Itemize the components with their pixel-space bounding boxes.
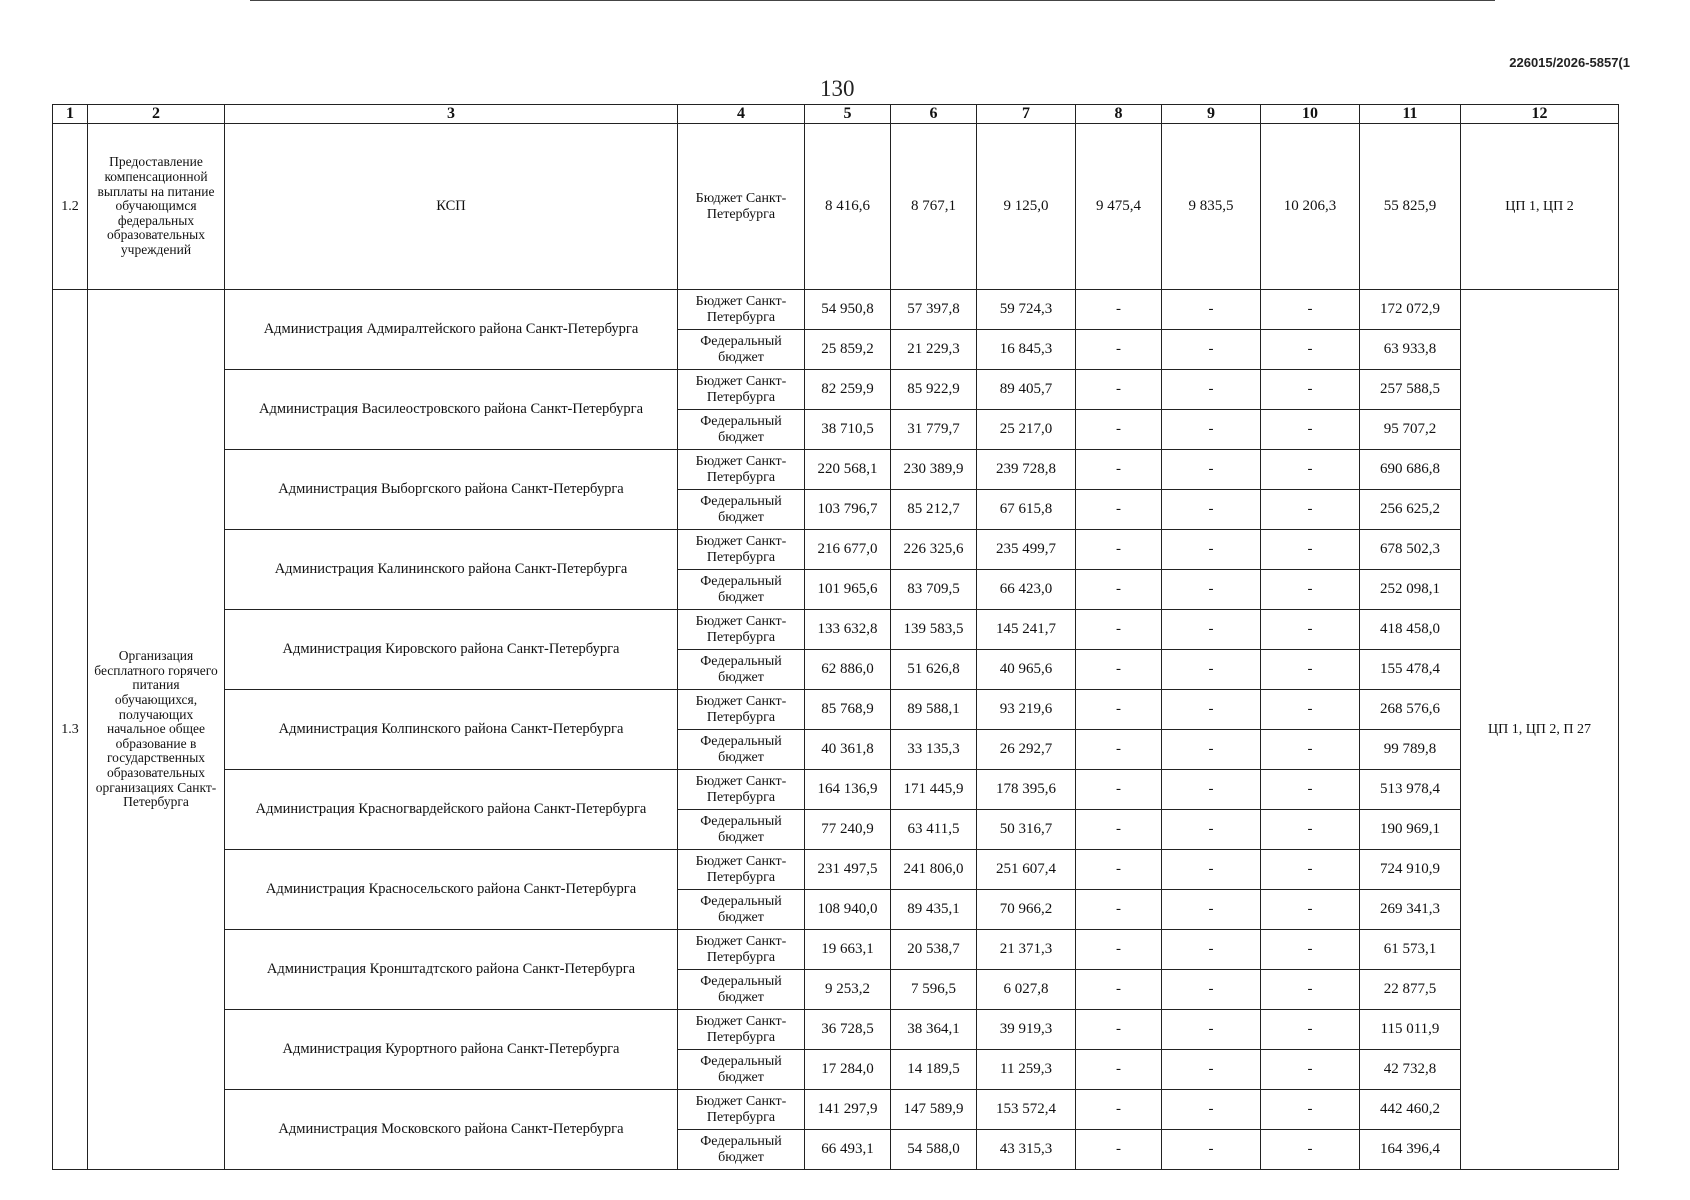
column-header: 1 [53,105,88,124]
value-cell: - [1162,730,1261,770]
value-cell: 226 325,6 [891,530,977,570]
value-cell: 54 950,8 [805,290,891,330]
value-cell: - [1162,330,1261,370]
value-cell: 26 292,7 [977,730,1076,770]
top-rule [250,0,1495,1]
value-cell: - [1261,930,1360,970]
value-cell: 11 259,3 [977,1050,1076,1090]
value-cell: 43 315,3 [977,1130,1076,1170]
total-cell: 22 877,5 [1360,970,1461,1010]
value-cell: 103 796,7 [805,490,891,530]
value-cell: 70 966,2 [977,890,1076,930]
measure-name: Предоставление компенсационной выплаты на питание обучающимся федеральных образовательных учреждений [88,124,225,290]
funding-source: Федеральный бюджет [678,1130,805,1170]
total-cell: 678 502,3 [1360,530,1461,570]
funding-source: Бюджет Санкт-Петербурга [678,610,805,650]
total-cell: 61 573,1 [1360,930,1461,970]
table-row [53,1090,1619,1130]
executor-name: Администрация Колпинского района Санкт-Петербурга [225,690,678,770]
value-cell: 139 583,5 [891,610,977,650]
value-cell: - [1261,770,1360,810]
column-header: 9 [1162,105,1261,124]
value-cell: - [1162,890,1261,930]
funding-source: Федеральный бюджет [678,970,805,1010]
value-cell: - [1261,570,1360,610]
column-header: 3 [225,105,678,124]
value-cell: - [1162,1090,1261,1130]
total-cell: 164 396,4 [1360,1130,1461,1170]
value-cell: - [1261,290,1360,330]
value-cell: - [1076,890,1162,930]
value-cell: 101 965,6 [805,570,891,610]
total-cell: 42 732,8 [1360,1050,1461,1090]
value-cell: 171 445,9 [891,770,977,810]
row-1-3-group [53,290,1619,1170]
value-cell: 67 615,8 [977,490,1076,530]
total-cell: 724 910,9 [1360,850,1461,890]
value-cell: - [1261,410,1360,450]
value-cell: - [1076,850,1162,890]
value-cell: 54 588,0 [891,1130,977,1170]
value-cell: 66 423,0 [977,570,1076,610]
value-cell: 235 499,7 [977,530,1076,570]
value-cell: 51 626,8 [891,650,977,690]
total-cell: 256 625,2 [1360,490,1461,530]
executor-name: Администрация Курортного района Санкт-Петербурга [225,1010,678,1090]
funding-source: Бюджет Санкт-Петербурга [678,450,805,490]
page-number: 130 [820,76,855,101]
value-cell: 59 724,3 [977,290,1076,330]
table-row [53,450,1619,490]
executor-name: Администрация Василеостровского района Санкт-Петербурга [225,370,678,450]
funding-source: Федеральный бюджет [678,650,805,690]
measure-name: Организация бесплатного горячего питания обучающихся, получающих начальное общее образование в государственных образовательных организациях Санкт-Петербурга [88,290,225,1170]
value-cell: - [1162,1130,1261,1170]
funding-source: Федеральный бюджет [678,890,805,930]
value-cell: - [1076,530,1162,570]
value-cell: - [1076,490,1162,530]
value-cell: - [1076,770,1162,810]
value-cell: 93 219,6 [977,690,1076,730]
table-row [53,690,1619,730]
total-cell: 190 969,1 [1360,810,1461,850]
value-cell: - [1261,850,1360,890]
value-cell: - [1261,650,1360,690]
value-cell: - [1261,730,1360,770]
value-cell: 40 361,8 [805,730,891,770]
table-row [53,930,1619,970]
value-cell: - [1162,770,1261,810]
value-cell: - [1261,1050,1360,1090]
value-cell: 141 297,9 [805,1090,891,1130]
table-row [53,850,1619,890]
value-cell: 21 229,3 [891,330,977,370]
value-cell: - [1162,570,1261,610]
value-cell: 145 241,7 [977,610,1076,650]
value-cell: - [1261,610,1360,650]
funding-source: Федеральный бюджет [678,1050,805,1090]
value-cell: 36 728,5 [805,1010,891,1050]
value-cell: 17 284,0 [805,1050,891,1090]
indicator-codes: ЦП 1, ЦП 2, П 27 [1461,290,1619,1170]
value-cell: 83 709,5 [891,570,977,610]
value-cell: - [1076,370,1162,410]
total-cell: 99 789,8 [1360,730,1461,770]
value-cell: 8 767,1 [891,124,977,290]
total-cell: 269 341,3 [1360,890,1461,930]
value-cell: - [1162,450,1261,490]
value-cell: 20 538,7 [891,930,977,970]
funding-source: Бюджет Санкт-Петербурга [678,690,805,730]
value-cell: - [1076,450,1162,490]
value-cell: 89 405,7 [977,370,1076,410]
value-cell: 178 395,6 [977,770,1076,810]
total-cell: 172 072,9 [1360,290,1461,330]
total-cell: 115 011,9 [1360,1010,1461,1050]
funding-source: Бюджет Санкт-Петербурга [678,290,805,330]
value-cell: 133 632,8 [805,610,891,650]
value-cell: - [1076,1050,1162,1090]
total-cell: 155 478,4 [1360,650,1461,690]
value-cell: 231 497,5 [805,850,891,890]
table-row [53,370,1619,410]
funding-source: Бюджет Санкт-Петербурга [678,930,805,970]
value-cell: - [1162,530,1261,570]
value-cell: 164 136,9 [805,770,891,810]
executor-name: Администрация Калининского района Санкт-Петербурга [225,530,678,610]
table-row-1-2 [53,124,1619,290]
value-cell: - [1076,810,1162,850]
column-number-header-row [53,105,1619,124]
value-cell: 9 475,4 [1076,124,1162,290]
total-cell: 55 825,9 [1360,124,1461,290]
total-cell: 95 707,2 [1360,410,1461,450]
value-cell: 77 240,9 [805,810,891,850]
value-cell: - [1076,1010,1162,1050]
value-cell: 147 589,9 [891,1090,977,1130]
column-header: 10 [1261,105,1360,124]
value-cell: 85 922,9 [891,370,977,410]
value-cell: 31 779,7 [891,410,977,450]
column-header: 6 [891,105,977,124]
table-row [53,610,1619,650]
value-cell: 57 397,8 [891,290,977,330]
executor-name: КСП [225,124,678,290]
value-cell: 241 806,0 [891,850,977,890]
value-cell: - [1076,610,1162,650]
value-cell: - [1261,490,1360,530]
value-cell: - [1076,290,1162,330]
executor-name: Администрация Адмиралтейского района Санкт-Петербурга [225,290,678,370]
funding-source: Федеральный бюджет [678,810,805,850]
value-cell: 63 411,5 [891,810,977,850]
funding-source: Бюджет Санкт-Петербурга [678,850,805,890]
value-cell: 38 364,1 [891,1010,977,1050]
value-cell: 9 835,5 [1162,124,1261,290]
total-cell: 513 978,4 [1360,770,1461,810]
value-cell: 10 206,3 [1261,124,1360,290]
funding-source: Бюджет Санкт-Петербурга [678,1090,805,1130]
value-cell: 19 663,1 [805,930,891,970]
column-header: 11 [1360,105,1461,124]
value-cell: 89 435,1 [891,890,977,930]
funding-source: Федеральный бюджет [678,410,805,450]
value-cell: - [1261,330,1360,370]
funding-source: Федеральный бюджет [678,730,805,770]
value-cell: 230 389,9 [891,450,977,490]
column-header: 7 [977,105,1076,124]
value-cell: - [1162,610,1261,650]
budget-table [52,104,1619,1170]
value-cell: 85 212,7 [891,490,977,530]
value-cell: 220 568,1 [805,450,891,490]
column-header: 4 [678,105,805,124]
value-cell: - [1162,690,1261,730]
funding-source: Бюджет Санкт-Петербурга [678,1010,805,1050]
value-cell: 39 919,3 [977,1010,1076,1050]
value-cell: 33 135,3 [891,730,977,770]
value-cell: - [1162,930,1261,970]
value-cell: - [1076,930,1162,970]
value-cell: 216 677,0 [805,530,891,570]
value-cell: - [1076,1090,1162,1130]
funding-source: Бюджет Санкт-Петербурга [678,770,805,810]
executor-name: Администрация Красногвардейского района Санкт-Петербурга [225,770,678,850]
value-cell: - [1076,650,1162,690]
value-cell: - [1162,970,1261,1010]
value-cell: 9 253,2 [805,970,891,1010]
funding-source: Бюджет Санкт-Петербурга [678,530,805,570]
value-cell: - [1261,370,1360,410]
value-cell: - [1261,1130,1360,1170]
value-cell: - [1261,890,1360,930]
funding-source: Бюджет Санкт-Петербурга [678,370,805,410]
document-id: 226015/2026-5857(1 [1509,55,1630,70]
value-cell: 40 965,6 [977,650,1076,690]
value-cell: 89 588,1 [891,690,977,730]
value-cell: - [1162,810,1261,850]
value-cell: - [1261,530,1360,570]
value-cell: - [1162,410,1261,450]
value-cell: - [1261,810,1360,850]
executor-name: Администрация Выборгского района Санкт-Петербурга [225,450,678,530]
value-cell: - [1162,1050,1261,1090]
value-cell: 7 596,5 [891,970,977,1010]
value-cell: 66 493,1 [805,1130,891,1170]
value-cell: 50 316,7 [977,810,1076,850]
total-cell: 268 576,6 [1360,690,1461,730]
column-header: 12 [1461,105,1619,124]
total-cell: 63 933,8 [1360,330,1461,370]
value-cell: 251 607,4 [977,850,1076,890]
table-row [53,530,1619,570]
value-cell: - [1076,410,1162,450]
value-cell: 153 572,4 [977,1090,1076,1130]
value-cell: 108 940,0 [805,890,891,930]
value-cell: - [1076,330,1162,370]
value-cell: - [1162,1010,1261,1050]
value-cell: 9 125,0 [977,124,1076,290]
row-number: 1.3 [53,290,88,1170]
value-cell: - [1162,290,1261,330]
value-cell: 21 371,3 [977,930,1076,970]
value-cell: - [1162,850,1261,890]
value-cell: 38 710,5 [805,410,891,450]
table-row [53,290,1619,330]
total-cell: 252 098,1 [1360,570,1461,610]
funding-source: Федеральный бюджет [678,490,805,530]
value-cell: 25 859,2 [805,330,891,370]
value-cell: - [1261,1010,1360,1050]
value-cell: 6 027,8 [977,970,1076,1010]
value-cell: 85 768,9 [805,690,891,730]
total-cell: 418 458,0 [1360,610,1461,650]
indicator-codes: ЦП 1, ЦП 2 [1461,124,1619,290]
value-cell: - [1261,690,1360,730]
total-cell: 257 588,5 [1360,370,1461,410]
table-row [53,770,1619,810]
value-cell: - [1162,370,1261,410]
total-cell: 442 460,2 [1360,1090,1461,1130]
value-cell: 25 217,0 [977,410,1076,450]
column-header: 2 [88,105,225,124]
value-cell: - [1261,970,1360,1010]
executor-name: Администрация Московского района Санкт-Петербурга [225,1090,678,1170]
value-cell: - [1162,490,1261,530]
value-cell: - [1076,1130,1162,1170]
executor-name: Администрация Кронштадтского района Санкт-Петербурга [225,930,678,1010]
value-cell: 239 728,8 [977,450,1076,490]
value-cell: 14 189,5 [891,1050,977,1090]
value-cell: 16 845,3 [977,330,1076,370]
funding-source: Бюджет Санкт-Петербурга [678,124,805,290]
executor-name: Администрация Красносельского района Санкт-Петербурга [225,850,678,930]
total-cell: 690 686,8 [1360,450,1461,490]
column-header: 8 [1076,105,1162,124]
value-cell: 62 886,0 [805,650,891,690]
funding-source: Федеральный бюджет [678,330,805,370]
table-row [53,1010,1619,1050]
value-cell: - [1162,650,1261,690]
value-cell: - [1261,1090,1360,1130]
column-header: 5 [805,105,891,124]
executor-name: Администрация Кировского района Санкт-Петербурга [225,610,678,690]
funding-source: Федеральный бюджет [678,570,805,610]
value-cell: - [1076,690,1162,730]
value-cell: 8 416,6 [805,124,891,290]
value-cell: - [1076,730,1162,770]
value-cell: - [1261,450,1360,490]
value-cell: - [1076,570,1162,610]
value-cell: 82 259,9 [805,370,891,410]
row-number: 1.2 [53,124,88,290]
value-cell: - [1076,970,1162,1010]
